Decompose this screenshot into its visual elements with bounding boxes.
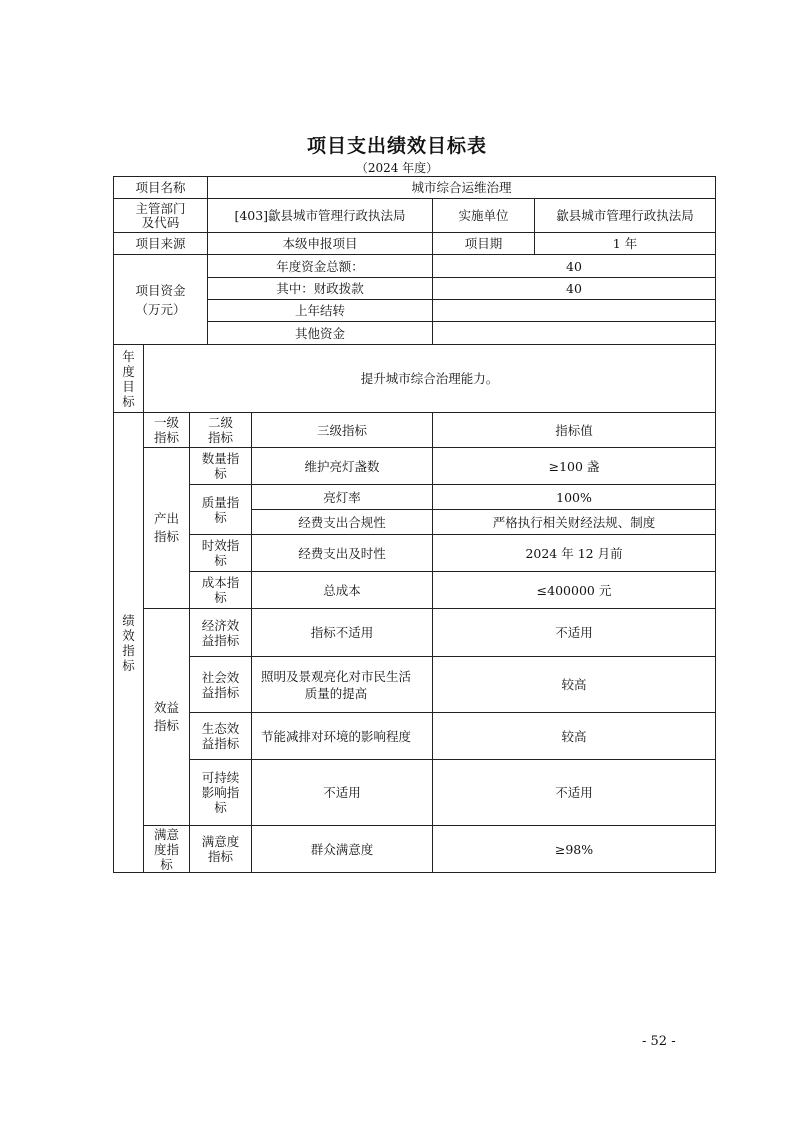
cost-indicator-label: 成本指标 [190,572,252,609]
satisfaction-item: 群众满意度 [252,826,433,873]
satisfaction-indicator-label: 满意度指标 [144,826,190,873]
funds-fiscal-value: 40 [433,278,716,300]
funds-carryover-label: 上年结转 [208,300,433,322]
quality-value-2: 严格执行相关财经法规、制度 [433,510,716,535]
row-funds-total [114,255,716,278]
row-timeliness [114,535,716,572]
period-label: 项目期 [433,233,535,255]
timeliness-item: 经费支出及时性 [252,535,433,572]
page-number: - 52 - [642,1034,676,1049]
page-subtitle: （2024 年度） [355,161,439,175]
quality-value-1: 100% [433,485,716,510]
department-value: [403]歙县城市管理行政执法局 [208,199,433,233]
page-title: 项目支出绩效目标表 [306,135,487,157]
header-level3: 三级指标 [252,413,433,448]
row-satisfaction [114,826,716,873]
row-sustainable [114,760,716,826]
row-social [114,657,716,713]
benefit-indicator-label: 效益指标 [144,609,190,826]
quality-item-1: 亮灯率 [252,485,433,510]
cost-value: ≤400000 元 [433,572,716,609]
economic-value: 不适用 [433,609,716,657]
funds-carryover-value [433,300,716,322]
social-indicator-label: 社会效益指标 [190,657,252,713]
satisfaction-value: ≥98% [433,826,716,873]
funds-label: 项目资金（万元） [114,255,208,345]
source-label: 项目来源 [114,233,208,255]
sustainable-indicator-label: 可持续影响指标 [190,760,252,826]
row-cost [114,572,716,609]
row-indicator-header [114,413,716,448]
row-quantity [114,448,716,485]
row-quality-1 [114,485,716,510]
annual-goal-label: 年度目标 [114,345,144,413]
ecological-item: 节能减排对环境的影响程度 [252,713,433,760]
row-annual-goal [114,345,716,413]
row-department [114,199,716,233]
output-indicator-label: 产出指标 [144,448,190,609]
implementing-unit-value: 歙县城市管理行政执法局 [535,199,716,233]
social-value: 较高 [433,657,716,713]
row-ecological [114,713,716,760]
annual-goal-text: 提升城市综合治理能力。 [144,345,716,413]
source-value: 本级申报项目 [208,233,433,255]
ecological-value: 较高 [433,713,716,760]
row-source [114,233,716,255]
quantity-value: ≥100 盏 [433,448,716,485]
quality-item-2: 经费支出合规性 [252,510,433,535]
timeliness-value: 2024 年 12 月前 [433,535,716,572]
quality-indicator-label: 质量指标 [190,485,252,535]
sustainable-item: 不适用 [252,760,433,826]
satisfaction-sub-label: 满意度指标 [190,826,252,873]
project-name-label: 项目名称 [114,177,208,199]
implementing-unit-label: 实施单位 [433,199,535,233]
period-value: 1 年 [535,233,716,255]
project-name-value: 城市综合运维治理 [208,177,716,199]
ecological-indicator-label: 生态效益指标 [190,713,252,760]
header-level1: 一级指标 [144,413,190,448]
economic-indicator-label: 经济效益指标 [190,609,252,657]
funds-other-label: 其他资金 [208,322,433,345]
row-economic [114,609,716,657]
header-level2: 二级指标 [190,413,252,448]
quantity-item: 维护亮灯盏数 [252,448,433,485]
funds-total-label: 年度资金总额： [208,255,433,278]
funds-other-value [433,322,716,345]
quantity-indicator-label: 数量指标 [190,448,252,485]
header-value: 指标值 [433,413,716,448]
performance-target-table [113,176,716,873]
performance-indicator-label: 绩效指标 [114,413,144,873]
timeliness-indicator-label: 时效指标 [190,535,252,572]
cost-item: 总成本 [252,572,433,609]
department-label: 主管部门及代码 [114,199,208,233]
sustainable-value: 不适用 [433,760,716,826]
funds-total-value: 40 [433,255,716,278]
economic-item: 指标不适用 [252,609,433,657]
funds-fiscal-label: 其中：财政拨款 [208,278,433,300]
social-item: 照明及景观亮化对市民生活质量的提高 [252,657,433,713]
row-project-name [114,177,716,199]
